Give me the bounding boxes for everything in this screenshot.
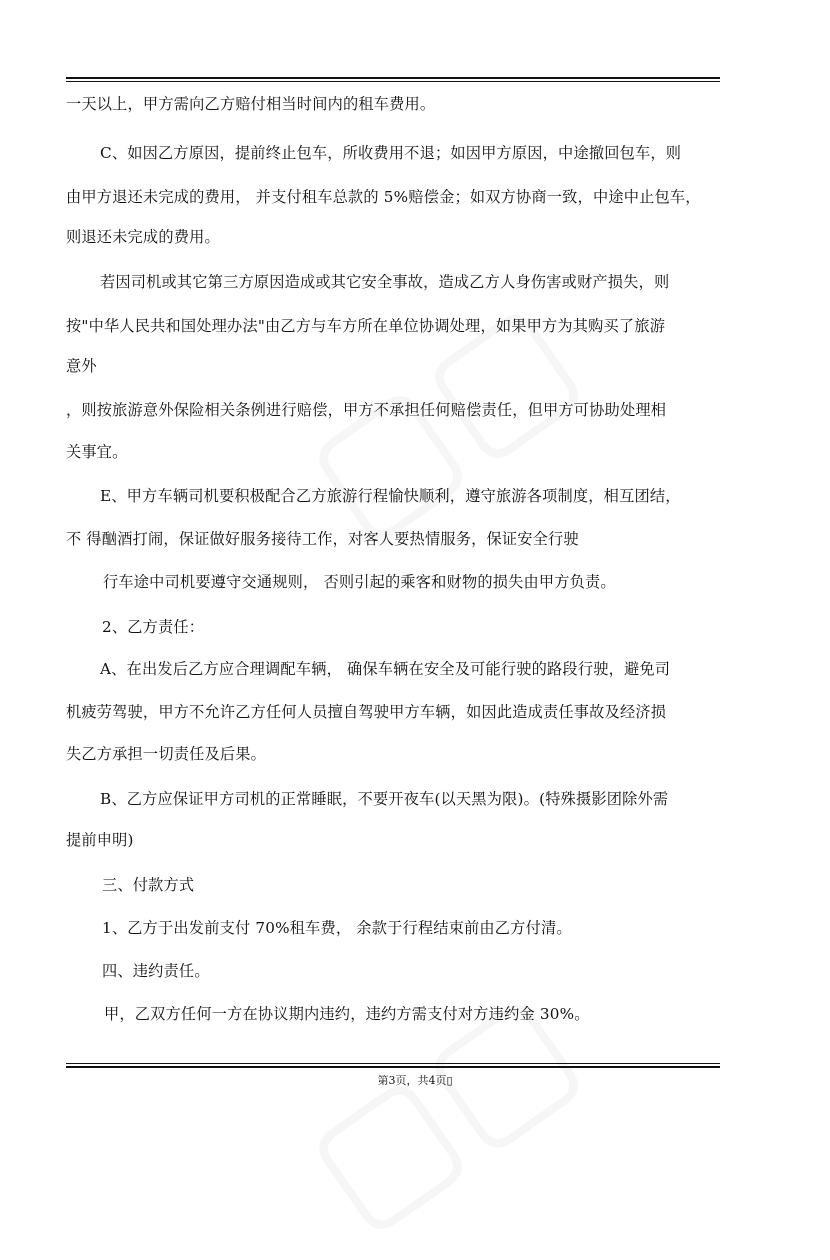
text-line: 意外	[66, 357, 97, 375]
text-line: 1、乙方于出发前支付 70%租车费， 余款于行程结束前由乙方付清。	[102, 919, 572, 937]
text-line: A、在出发后乙方应合理调配车辆， 确保车辆在安全及可能行驶的路段行驶，避免司	[100, 660, 671, 678]
header-rule-thin	[66, 81, 720, 82]
text-line: 提前申明)	[66, 831, 134, 849]
text-line: 机疲劳驾驶，甲方不允许乙方任何人员擅自驾驶甲方车辆，如因此造成责任事故及经济损	[66, 703, 667, 721]
text-line: C、如因乙方原因，提前终止包车，所收费用不退；如因甲方原因，中途撤回包车，则	[100, 144, 682, 162]
text-line: 不 得酗酒打闹，保证做好服务接待工作，对客人要热情服务，保证安全行驶	[66, 530, 579, 548]
section-heading: 四、违约责任。	[102, 962, 210, 980]
text-line: 关事宜。	[66, 443, 128, 461]
footer-rule-thin	[66, 1063, 720, 1064]
text-line: B、乙方应保证甲方司机的正常睡眠，不要开夜车(以天黑为限)。(特殊摄影团除外需	[100, 790, 669, 808]
text-line: 失乙方承担一切责任及后果。	[66, 745, 267, 763]
text-line: 按"中华人民共和国处理办法"由乙方与车方所在单位协调处理，如果甲方为其购买了旅游	[66, 317, 666, 335]
section-heading: 三、付款方式	[102, 876, 195, 894]
page-number: 第3页，共4页▯	[377, 1074, 453, 1087]
text-line: 由甲方退还未完成的费用， 并支付租车总款的 5%赔偿金；如双方协商一致，中途中止包车，	[66, 188, 701, 206]
text-line: 一天以上，甲方需向乙方赔付相当时间内的租车费用。	[66, 95, 436, 113]
watermark	[276, 954, 608, 1259]
section-heading: 2、乙方责任：	[102, 618, 205, 636]
header-rule	[66, 77, 720, 79]
text-line: E、甲方车辆司机要积极配合乙方旅游行程愉快顺利，遵守旅游各项制度，相互团结，	[100, 487, 681, 505]
text-line: 行车途中司机要遵守交通规则， 否则引起的乘客和财物的损失由甲方负责。	[103, 573, 616, 591]
text-line: 甲，乙双方任何一方在协议期内违约，违约方需支付对方违约金 30%。	[104, 1005, 590, 1023]
text-line: ，则按旅游意外保险相关条例进行赔偿，甲方不承担任何赔偿责任，但甲方可协助处理相	[66, 401, 667, 419]
footer-rule	[66, 1066, 720, 1068]
text-line: 若因司机或其它第三方原因造成或其它安全事故，造成乙方人身伤害或财产损失，则	[100, 273, 670, 291]
text-line: 则退还未完成的费用。	[66, 228, 220, 246]
